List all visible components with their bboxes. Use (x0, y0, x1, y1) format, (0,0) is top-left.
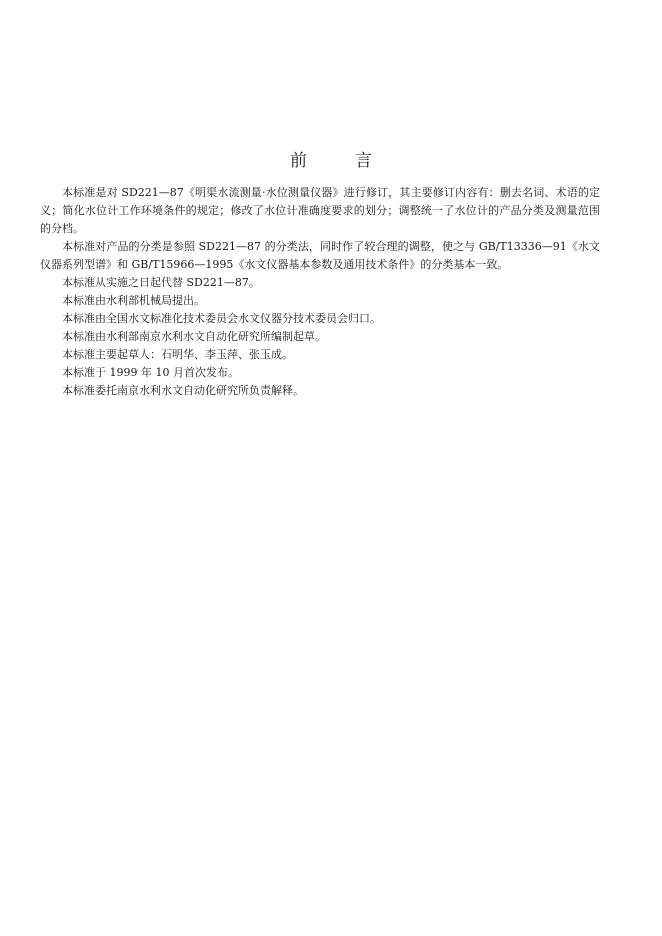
paragraph-drafters: 本标准主要起草人：石明华、李玉萍、张玉成。 (62, 348, 293, 361)
paragraph-committee: 本标准由全国水文标准化技术委员会水文仪器分技术委员会归口。 (62, 312, 381, 325)
paragraph-interpretation: 本标准委托南京水利水文自动化研究所负责解释。 (62, 384, 304, 397)
paragraph-drafter-org: 本标准由水利部南京水利水文自动化研究所编制起草。 (62, 330, 326, 343)
title-char-1: 前 (290, 151, 307, 171)
paragraph-replacement: 本标准从实施之日起代替 SD221—87。 (62, 276, 260, 289)
paragraph-proposer: 本标准由水利部机械局提出。 (62, 294, 205, 307)
page-title (0, 146, 662, 171)
title-char-2: 言 (355, 151, 372, 171)
paragraph-publication: 本标准于 1999 年 10 月首次发布。 (62, 366, 239, 379)
paragraph-classification: 本标准对产品的分类是参照 SD221—87 的分类法，同时作了较合理的调整，使之与 GB/T13336—91《水文仪器系列型谱》和 GB/T15966—1995《水文仪器基本参数及通用技术条件》的分类基本一致。 (40, 240, 600, 271)
paragraph-revision: 本标准是对 SD221—87《明渠水流测量·水位测量仪器》进行修订，其主要修订内容有：删去名词、术语的定义；简化水位计工作环境条件的规定；修改了水位计准确度要求的划分；调整统一了水位计的产品分类及测量范围的分档。 (40, 186, 600, 235)
foreword-body (40, 184, 600, 400)
